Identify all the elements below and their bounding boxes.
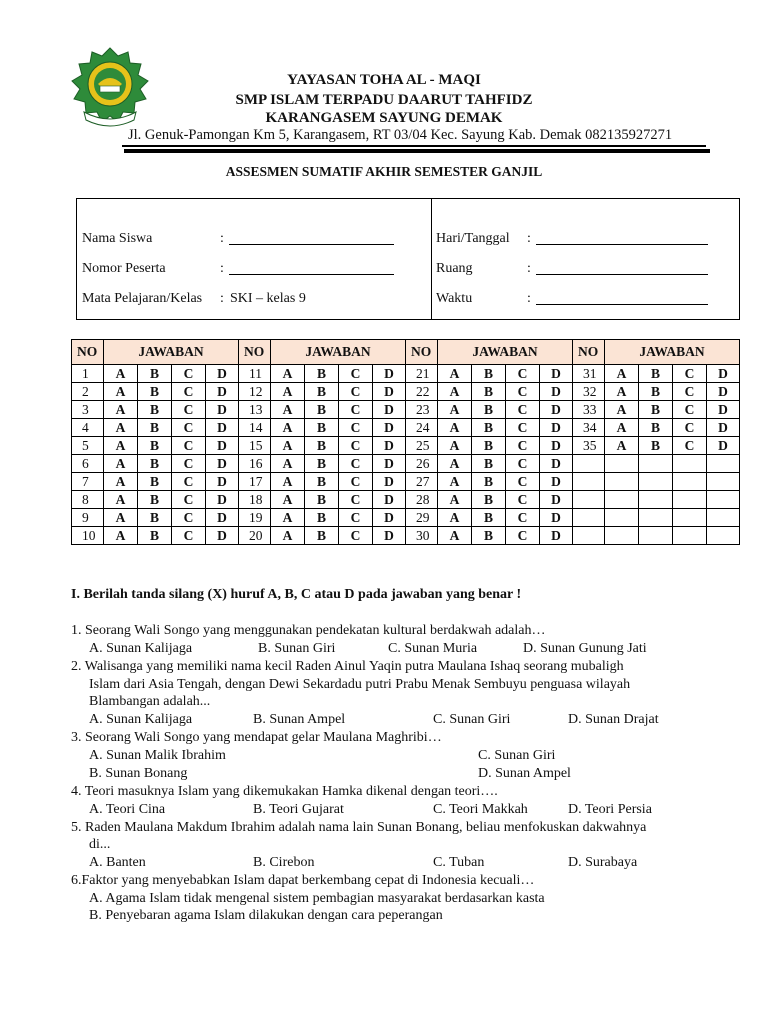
answer-option-c[interactable]: C [172, 455, 206, 473]
question-number: 32 [573, 383, 605, 401]
empty-cell [573, 491, 605, 509]
answer-option-d[interactable]: D [540, 437, 573, 455]
question-number: 22 [406, 383, 438, 401]
answer-option-c[interactable]: C [339, 401, 373, 419]
answer-option-b[interactable]: B [138, 419, 172, 437]
answer-option-d[interactable]: D [707, 401, 740, 419]
answer-option-a[interactable]: A [271, 365, 305, 383]
q2-option-d[interactable]: D. Sunan Drajat [568, 712, 659, 727]
question-3-text: 3. Seorang Wali Songo yang mendapat gelar Maulana Maghribi… [71, 730, 442, 745]
answer-option-b[interactable]: B [472, 455, 506, 473]
waktu-label: Waktu [436, 291, 473, 306]
answer-option-a[interactable]: A [605, 419, 639, 437]
answer-option-d[interactable]: D [206, 455, 239, 473]
question-number: 27 [406, 473, 438, 491]
answer-option-a[interactable]: A [438, 455, 472, 473]
answer-row [72, 455, 740, 473]
empty-cell [673, 509, 707, 527]
answer-option-d[interactable]: D [206, 473, 239, 491]
answer-option-a[interactable]: A [438, 491, 472, 509]
answer-option-b[interactable]: B [305, 365, 339, 383]
answer-option-c[interactable]: C [339, 455, 373, 473]
answer-option-a[interactable]: A [605, 401, 639, 419]
ruang-field[interactable] [536, 274, 708, 275]
answer-option-a[interactable]: A [438, 401, 472, 419]
answer-option-b[interactable]: B [472, 437, 506, 455]
answer-option-c[interactable]: C [506, 383, 540, 401]
answer-option-d[interactable]: D [373, 437, 406, 455]
answer-option-d[interactable]: D [373, 509, 406, 527]
answer-option-c[interactable]: C [339, 383, 373, 401]
q4-option-a[interactable]: A. Teori Cina [89, 802, 166, 817]
answer-option-a[interactable]: A [271, 527, 305, 545]
question-number: 8 [72, 491, 104, 509]
answer-option-c[interactable]: C [506, 527, 540, 545]
answer-option-d[interactable]: D [373, 401, 406, 419]
answer-row [72, 473, 740, 491]
question-6-text: 6.Faktor yang menyebabkan Islam dapat berkembang cepat di Indonesia kecuali… [71, 873, 535, 888]
answer-option-a[interactable]: A [104, 527, 138, 545]
answer-option-c[interactable]: C [506, 437, 540, 455]
q3-option-a[interactable]: A. Sunan Malik Ibrahim [89, 748, 226, 763]
hari-tanggal-field[interactable] [536, 244, 708, 245]
answer-option-b[interactable]: B [138, 401, 172, 419]
q4-option-c[interactable]: C. Teori Makkah [433, 802, 528, 817]
answer-option-c[interactable]: C [172, 419, 206, 437]
mapel-value: SKI – kelas 9 [230, 291, 306, 306]
answer-grid [71, 339, 740, 545]
question-2-text-line2: Islam dari Asia Tengah, dengan Dewi Sekardadu putri Prabu Menak Sembuyu penguasa wilayah [89, 677, 631, 692]
empty-cell [573, 473, 605, 491]
answer-option-b[interactable]: B [138, 473, 172, 491]
question-number: 1 [72, 365, 104, 383]
answer-option-d[interactable]: D [540, 365, 573, 383]
question-number: 3 [72, 401, 104, 419]
header-rule-thin [122, 145, 706, 147]
answer-option-c[interactable]: C [506, 473, 540, 491]
question-number: 23 [406, 401, 438, 419]
answer-option-d[interactable]: D [540, 491, 573, 509]
answer-option-a[interactable]: A [271, 491, 305, 509]
answer-option-c[interactable]: C [673, 437, 707, 455]
q4-option-b[interactable]: B. Teori Gujarat [253, 802, 344, 817]
answer-option-d[interactable]: D [540, 527, 573, 545]
question-number: 24 [406, 419, 438, 437]
answer-option-a[interactable]: A [605, 383, 639, 401]
answer-option-b[interactable]: B [138, 509, 172, 527]
empty-cell [673, 455, 707, 473]
answer-option-b[interactable]: B [138, 365, 172, 383]
empty-cell [605, 509, 639, 527]
answer-option-c[interactable]: C [172, 491, 206, 509]
colon: : [220, 291, 224, 306]
question-number: 6 [72, 455, 104, 473]
answer-option-d[interactable]: D [373, 455, 406, 473]
question-4-text: 4. Teori masuknya Islam yang dikemukakan Hamka dikenal dengan teori…. [71, 784, 498, 799]
question-number: 18 [239, 491, 271, 509]
answer-option-d[interactable]: D [206, 365, 239, 383]
answer-option-c[interactable]: C [172, 437, 206, 455]
answer-option-a[interactable]: A [104, 455, 138, 473]
answer-option-d[interactable]: D [206, 527, 239, 545]
empty-cell [639, 455, 673, 473]
empty-cell [573, 527, 605, 545]
answer-option-b[interactable]: B [639, 437, 673, 455]
q5-option-d[interactable]: D. Surabaya [568, 855, 638, 870]
answer-row [72, 509, 740, 527]
school-address: Jl. Genuk-Pamongan Km 5, Karangasem, RT 03/04 Kec. Sayung Kab. Demak 082135927271 [128, 127, 673, 143]
q6-option-a[interactable]: A. Agama Islam tidak mengenal sistem pembagian masyarakat berdasarkan kasta [89, 891, 545, 906]
answer-option-a[interactable]: A [104, 509, 138, 527]
answer-option-b[interactable]: B [305, 419, 339, 437]
question-number: 15 [239, 437, 271, 455]
empty-cell [639, 491, 673, 509]
answer-option-a[interactable]: A [104, 365, 138, 383]
question-number: 10 [72, 527, 104, 545]
answer-option-d[interactable]: D [206, 419, 239, 437]
empty-cell [707, 491, 740, 509]
answer-option-d[interactable]: D [540, 383, 573, 401]
empty-cell [573, 509, 605, 527]
colon: : [527, 261, 531, 276]
jawaban-header: JAWABAN [438, 340, 573, 365]
question-number: 12 [239, 383, 271, 401]
answer-grid-header [72, 340, 740, 365]
answer-option-b[interactable]: B [305, 455, 339, 473]
answer-option-d[interactable]: D [540, 419, 573, 437]
answer-option-a[interactable]: A [605, 437, 639, 455]
answer-option-c[interactable]: C [506, 491, 540, 509]
q5-option-a[interactable]: A. Banten [89, 855, 146, 870]
question-number: 26 [406, 455, 438, 473]
answer-option-b[interactable]: B [138, 383, 172, 401]
question-number: 11 [239, 365, 271, 383]
question-number: 35 [573, 437, 605, 455]
q1-option-b[interactable]: B. Sunan Giri [258, 641, 336, 656]
answer-option-a[interactable]: A [271, 401, 305, 419]
q3-option-c[interactable]: C. Sunan Giri [478, 748, 556, 763]
answer-option-c[interactable]: C [339, 491, 373, 509]
ruang-label: Ruang [436, 261, 473, 276]
answer-option-b[interactable]: B [639, 365, 673, 383]
q6-option-b[interactable]: B. Penyebaran agama Islam dilakukan dengan cara peperangan [89, 908, 443, 923]
mapel-label: Mata Pelajaran/Kelas [82, 291, 203, 306]
empty-cell [605, 473, 639, 491]
q3-option-b[interactable]: B. Sunan Bonang [89, 766, 188, 781]
question-number: 2 [72, 383, 104, 401]
answer-option-b[interactable]: B [639, 401, 673, 419]
answer-option-b[interactable]: B [472, 473, 506, 491]
question-number: 9 [72, 509, 104, 527]
jawaban-header: JAWABAN [271, 340, 406, 365]
answer-row [72, 527, 740, 545]
answer-option-a[interactable]: A [104, 383, 138, 401]
empty-cell [707, 509, 740, 527]
empty-cell [673, 473, 707, 491]
answer-option-d[interactable]: D [373, 527, 406, 545]
colon: : [527, 291, 531, 306]
answer-option-a[interactable]: A [104, 473, 138, 491]
answer-option-b[interactable]: B [305, 527, 339, 545]
waktu-field[interactable] [536, 304, 708, 305]
answer-option-b[interactable]: B [305, 383, 339, 401]
answer-option-b[interactable]: B [305, 509, 339, 527]
answer-option-c[interactable]: C [339, 365, 373, 383]
question-number: 25 [406, 437, 438, 455]
answer-option-a[interactable]: A [438, 509, 472, 527]
answer-option-a[interactable]: A [438, 419, 472, 437]
answer-option-c[interactable]: C [339, 509, 373, 527]
nomor-peserta-label: Nomor Peserta [82, 261, 166, 276]
empty-cell [605, 455, 639, 473]
school-name: SMP ISLAM TERPADU DAARUT TAHFIDZ [235, 92, 533, 108]
answer-option-b[interactable]: B [138, 437, 172, 455]
answer-option-c[interactable]: C [506, 509, 540, 527]
answer-option-a[interactable]: A [104, 419, 138, 437]
exam-title: ASSESMEN SUMATIF AKHIR SEMESTER GANJIL [225, 164, 543, 179]
q5-option-c[interactable]: C. Tuban [433, 855, 485, 870]
foundation-name: YAYASAN TOHA AL - MAQI [287, 72, 481, 88]
empty-cell [673, 491, 707, 509]
hari-tanggal-label: Hari/Tanggal [436, 231, 510, 246]
answer-option-c[interactable]: C [673, 365, 707, 383]
answer-option-d[interactable]: D [206, 383, 239, 401]
answer-option-a[interactable]: A [605, 365, 639, 383]
no-header: NO [239, 340, 271, 365]
answer-option-c[interactable]: C [172, 509, 206, 527]
answer-option-c[interactable]: C [172, 365, 206, 383]
answer-option-b[interactable]: B [138, 527, 172, 545]
empty-cell [673, 527, 707, 545]
answer-row [72, 437, 740, 455]
q5-option-b[interactable]: B. Cirebon [253, 855, 315, 870]
question-number: 28 [406, 491, 438, 509]
answer-option-d[interactable]: D [540, 509, 573, 527]
answer-option-b[interactable]: B [472, 419, 506, 437]
question-1-text: 1. Seorang Wali Songo yang menggunakan pendekatan kultural berdakwah adalah… [71, 623, 546, 638]
question-5-text-line1: 5. Raden Maulana Makdum Ibrahim adalah nama lain Sunan Bonang, beliau menfokuskan dakwahnya [71, 820, 647, 835]
answer-option-a[interactable]: A [271, 419, 305, 437]
jawaban-header: JAWABAN [605, 340, 740, 365]
answer-option-d[interactable]: D [373, 383, 406, 401]
answer-option-d[interactable]: D [373, 419, 406, 437]
answer-option-b[interactable]: B [472, 509, 506, 527]
question-number: 17 [239, 473, 271, 491]
answer-option-d[interactable]: D [206, 491, 239, 509]
answer-option-c[interactable]: C [506, 401, 540, 419]
school-location: KARANGASEM SAYUNG DEMAK [265, 110, 503, 126]
answer-option-c[interactable]: C [506, 365, 540, 383]
answer-option-c[interactable]: C [673, 419, 707, 437]
header-rule-thick [124, 149, 710, 153]
q1-option-d[interactable]: D. Sunan Gunung Jati [523, 641, 647, 656]
answer-option-b[interactable]: B [305, 473, 339, 491]
student-info-box [76, 198, 740, 320]
answer-option-a[interactable]: A [104, 491, 138, 509]
answer-option-b[interactable]: B [138, 491, 172, 509]
empty-cell [605, 491, 639, 509]
question-number: 30 [406, 527, 438, 545]
answer-option-d[interactable]: D [540, 401, 573, 419]
colon: : [527, 231, 531, 246]
info-box-divider [431, 199, 432, 319]
question-number: 31 [573, 365, 605, 383]
question-number: 20 [239, 527, 271, 545]
q1-option-a[interactable]: A. Sunan Kalijaga [89, 641, 193, 656]
no-header: NO [573, 340, 605, 365]
answer-option-b[interactable]: B [639, 383, 673, 401]
no-header: NO [72, 340, 104, 365]
answer-option-d[interactable]: D [540, 473, 573, 491]
answer-option-b[interactable]: B [472, 365, 506, 383]
answer-option-b[interactable]: B [472, 491, 506, 509]
answer-option-c[interactable]: C [506, 455, 540, 473]
question-number: 29 [406, 509, 438, 527]
answer-row [72, 491, 740, 509]
answer-option-a[interactable]: A [438, 473, 472, 491]
answer-option-b[interactable]: B [472, 383, 506, 401]
q2-option-b[interactable]: B. Sunan Ampel [253, 712, 346, 727]
answer-option-d[interactable]: D [707, 437, 740, 455]
answer-option-a[interactable]: A [438, 527, 472, 545]
answer-option-b[interactable]: B [472, 527, 506, 545]
nama-siswa-label: Nama Siswa [82, 231, 153, 246]
answer-option-d[interactable]: D [206, 437, 239, 455]
question-number: 33 [573, 401, 605, 419]
question-number: 34 [573, 419, 605, 437]
answer-option-c[interactable]: C [172, 401, 206, 419]
q3-option-d[interactable]: D. Sunan Ampel [478, 766, 571, 781]
question-number: 14 [239, 419, 271, 437]
answer-option-a[interactable]: A [271, 383, 305, 401]
question-number: 4 [72, 419, 104, 437]
answer-option-d[interactable]: D [707, 365, 740, 383]
question-2-text-line3: Blambangan adalah... [89, 694, 211, 709]
question-number: 16 [239, 455, 271, 473]
answer-option-c[interactable]: C [339, 473, 373, 491]
answer-row [72, 383, 740, 401]
answer-option-d[interactable]: D [373, 365, 406, 383]
question-2-text-line1: 2. Walisanga yang memiliki nama kecil Raden Ainul Yaqin putra Maulana Ishaq seorang mubaligh [71, 659, 624, 674]
empty-cell [707, 473, 740, 491]
answer-row [72, 419, 740, 437]
empty-cell [573, 455, 605, 473]
q2-option-a[interactable]: A. Sunan Kalijaga [89, 712, 193, 727]
answer-option-a[interactable]: A [271, 509, 305, 527]
answer-option-a[interactable]: A [438, 437, 472, 455]
empty-cell [707, 527, 740, 545]
answer-option-b[interactable]: B [639, 419, 673, 437]
colon: : [220, 261, 224, 276]
answer-option-a[interactable]: A [271, 473, 305, 491]
question-number: 19 [239, 509, 271, 527]
empty-cell [639, 527, 673, 545]
empty-cell [639, 509, 673, 527]
answer-row [72, 401, 740, 419]
answer-option-b[interactable]: B [138, 455, 172, 473]
no-header: NO [406, 340, 438, 365]
answer-option-c[interactable]: C [339, 419, 373, 437]
nomor-peserta-field[interactable] [229, 274, 394, 275]
answer-row [72, 365, 740, 383]
answer-option-c[interactable]: C [172, 473, 206, 491]
question-number: 13 [239, 401, 271, 419]
jawaban-header: JAWABAN [104, 340, 239, 365]
answer-option-c[interactable]: C [673, 401, 707, 419]
q4-option-d[interactable]: D. Teori Persia [568, 802, 652, 817]
answer-option-a[interactable]: A [271, 455, 305, 473]
answer-option-c[interactable]: C [339, 527, 373, 545]
answer-option-d[interactable]: D [206, 509, 239, 527]
instruction-text: I. Berilah tanda silang (X) huruf A, B, C atau D pada jawaban yang benar ! [71, 587, 522, 602]
answer-option-a[interactable]: A [438, 383, 472, 401]
answer-option-b[interactable]: B [472, 401, 506, 419]
answer-option-d[interactable]: D [540, 455, 573, 473]
answer-option-a[interactable]: A [271, 437, 305, 455]
q1-option-c[interactable]: C. Sunan Muria [388, 641, 478, 656]
answer-option-a[interactable]: A [438, 365, 472, 383]
empty-cell [707, 455, 740, 473]
answer-option-a[interactable]: A [104, 437, 138, 455]
answer-option-d[interactable]: D [206, 401, 239, 419]
answer-option-c[interactable]: C [172, 383, 206, 401]
answer-option-d[interactable]: D [373, 491, 406, 509]
answer-option-d[interactable]: D [707, 419, 740, 437]
question-number: 5 [72, 437, 104, 455]
answer-option-b[interactable]: B [305, 491, 339, 509]
answer-option-c[interactable]: C [506, 419, 540, 437]
question-number: 21 [406, 365, 438, 383]
question-number: 7 [72, 473, 104, 491]
question-5-text-line2: di... [89, 837, 111, 852]
answer-option-d[interactable]: D [373, 473, 406, 491]
answer-option-c[interactable]: C [339, 437, 373, 455]
answer-option-c[interactable]: C [673, 383, 707, 401]
answer-option-b[interactable]: B [305, 401, 339, 419]
empty-cell [605, 527, 639, 545]
empty-cell [639, 473, 673, 491]
nama-siswa-field[interactable] [229, 244, 394, 245]
answer-option-d[interactable]: D [707, 383, 740, 401]
colon: : [220, 231, 224, 246]
answer-option-b[interactable]: B [305, 437, 339, 455]
answer-option-a[interactable]: A [104, 401, 138, 419]
q2-option-c[interactable]: C. Sunan Giri [433, 712, 511, 727]
answer-option-c[interactable]: C [172, 527, 206, 545]
